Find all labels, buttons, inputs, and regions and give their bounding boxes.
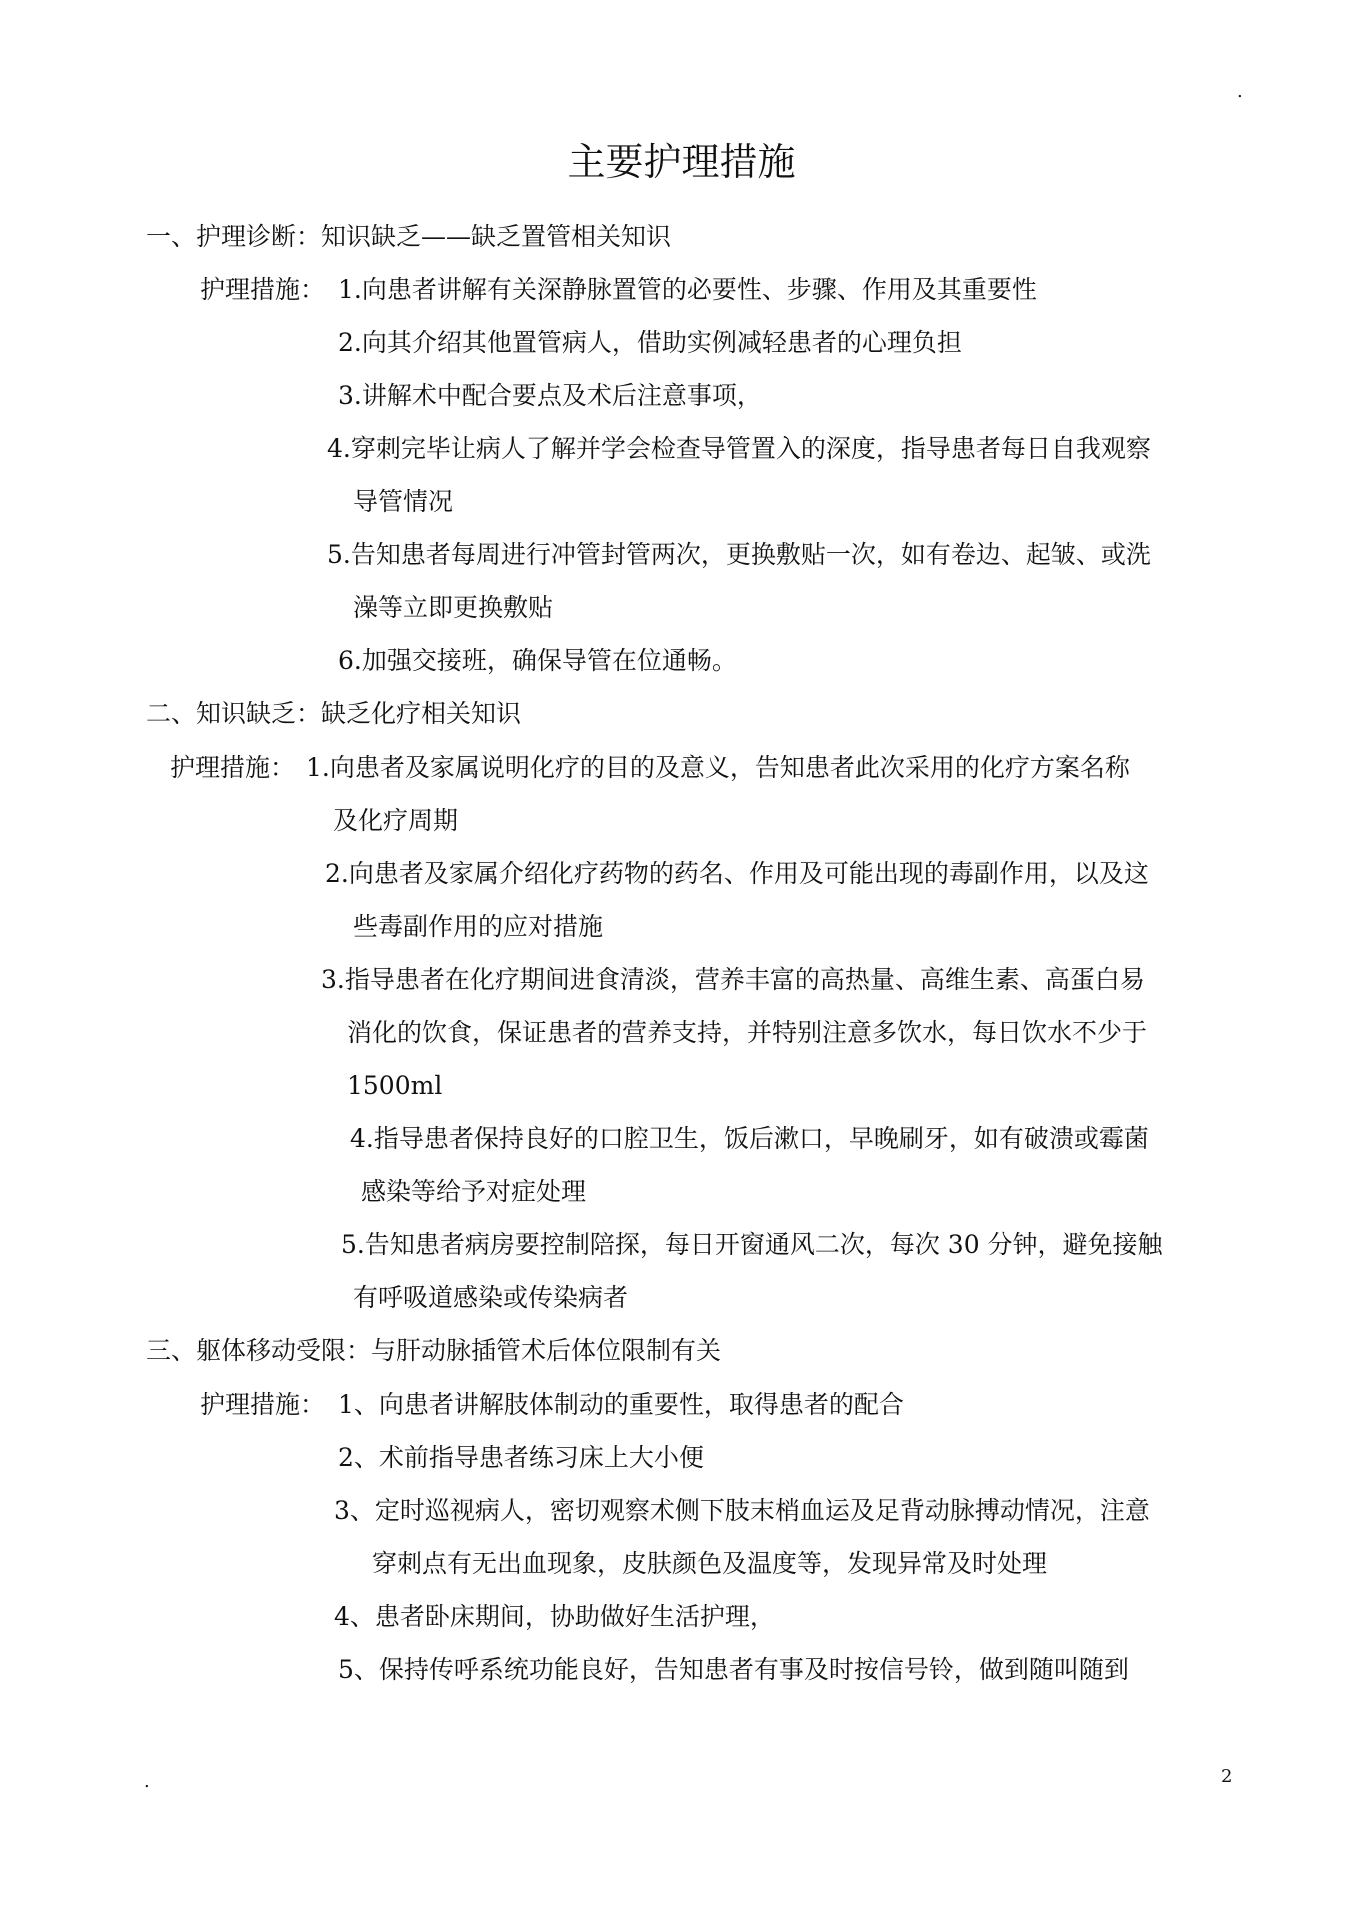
s2-item-5-line-2: 有呼吸道感染或传染病者: [353, 1283, 629, 1312]
corner-mark-top: .: [1237, 81, 1243, 102]
s3-item-5: 5、保持传呼系统功能良好，告知患者有事及时按信号铃，做到随叫随到: [338, 1655, 1129, 1684]
s2-item-1-line-1: 1.向患者及家属说明化疗的目的及意义，告知患者此次采用的化疗方案名称: [306, 753, 1130, 782]
s2-item-4-line-1: 4.指导患者保持良好的口腔卫生，饭后漱口，早晚刷牙，如有破溃或霉菌: [350, 1124, 1149, 1153]
s1-item-5-line-2: 澡等立即更换敷贴: [353, 593, 554, 622]
s3-item-3-line-1: 3、定时巡视病人，密切观察术侧下肢末梢血运及足背动脉搏动情况，注意: [334, 1496, 1150, 1525]
corner-mark-bottom: .: [144, 1771, 150, 1792]
s2-item-1-line-2: 及化疗周期: [333, 806, 459, 835]
section-2-lead: 护理措施：: [170, 753, 296, 782]
page-title: 主要护理措施: [567, 140, 796, 184]
page-number: 2: [1221, 1766, 1233, 1787]
s3-item-1: 1、向患者讲解肢体制动的重要性，取得患者的配合: [338, 1390, 904, 1419]
section-2-heading: 二、知识缺乏：缺乏化疗相关知识: [146, 699, 522, 728]
s3-item-4: 4、患者卧床期间，协助做好生活护理，: [334, 1602, 775, 1631]
section-1-heading: 一、护理诊断：知识缺乏——缺乏置管相关知识: [146, 222, 672, 251]
section-1-lead: 护理措施：: [200, 275, 326, 304]
s1-item-4-line-1: 4.穿刺完毕让病人了解并学会检查导管置入的深度，指导患者每日自我观察: [327, 434, 1151, 463]
s2-item-2-line-2: 些毒副作用的应对措施: [353, 912, 604, 941]
section-3-lead: 护理措施：: [200, 1390, 326, 1419]
section-3-heading: 三、躯体移动受限：与肝动脉插管术后体位限制有关: [146, 1336, 722, 1365]
s1-item-3: 3.讲解术中配合要点及术后注意事项，: [338, 381, 762, 410]
s3-item-3-line-2: 穿刺点有无出血现象，皮肤颜色及温度等，发现异常及时处理: [372, 1549, 1048, 1578]
s2-item-5-line-1: 5.告知患者病房要控制陪探，每日开窗通风二次，每次 30 分钟，避免接触: [341, 1230, 1163, 1259]
s2-item-3-line-3: 1500ml: [347, 1071, 443, 1100]
s1-item-5-line-1: 5.告知患者每周进行冲管封管两次，更换敷贴一次，如有卷边、起皱、或洗: [327, 540, 1151, 569]
s1-item-6: 6.加强交接班，确保导管在位通畅。: [338, 646, 737, 675]
s1-item-4-line-2: 导管情况: [353, 487, 454, 516]
s2-item-3-line-2: 消化的饮食，保证患者的营养支持，并特别注意多饮水，每日饮水不少于: [347, 1018, 1148, 1047]
s3-item-2: 2、术前指导患者练习床上大小便: [338, 1443, 704, 1472]
s1-item-1: 1.向患者讲解有关深静脉置管的必要性、步骤、作用及其重要性: [338, 275, 1037, 304]
s2-item-4-line-2: 感染等给予对症处理: [361, 1177, 587, 1206]
s1-item-2: 2.向其介绍其他置管病人，借助实例减轻患者的心理负担: [338, 328, 962, 357]
s2-item-2-line-1: 2.向患者及家属介绍化疗药物的药名、作用及可能出现的毒副作用，以及这: [325, 859, 1149, 888]
s2-item-3-line-1: 3.指导患者在化疗期间进食清淡，营养丰富的高热量、高维生素、高蛋白易: [321, 965, 1145, 994]
